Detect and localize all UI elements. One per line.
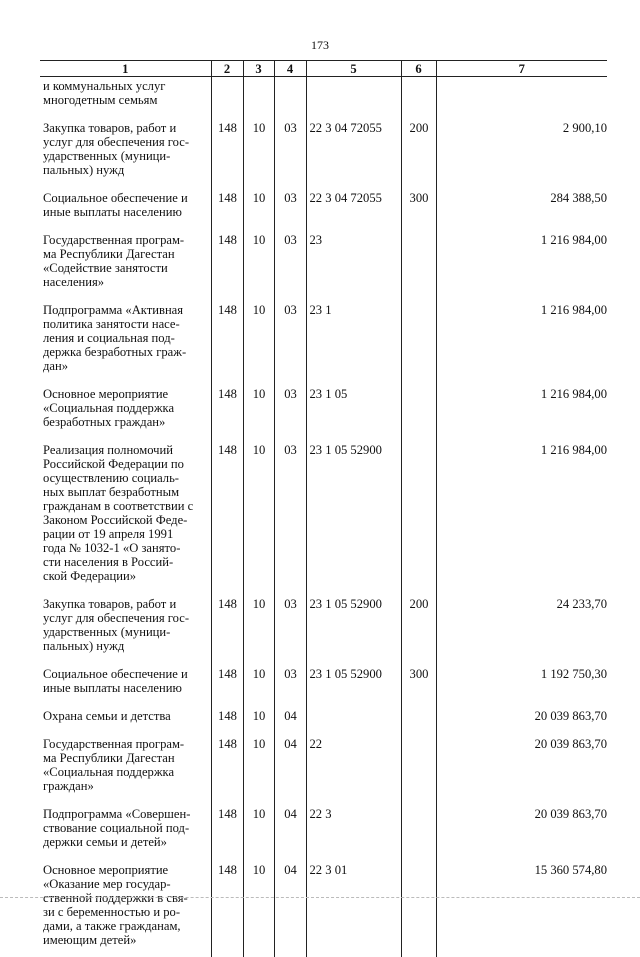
row-ministry-code: 148	[211, 733, 243, 803]
header-col-4: 4	[274, 61, 306, 77]
header-col-3: 3	[243, 61, 274, 77]
row-target-code: 23 1 05 52900	[306, 439, 401, 593]
row-ministry-code: 148	[211, 439, 243, 593]
table-row	[40, 383, 607, 439]
row-ministry-code: 148	[211, 663, 243, 705]
header-col-5: 5	[306, 61, 401, 77]
row-section: 10	[243, 187, 274, 229]
row-amount: 1 192 750,30	[436, 663, 607, 705]
row-expense-type	[401, 77, 436, 118]
row-target-code	[306, 77, 401, 118]
row-ministry-code: 148	[211, 187, 243, 229]
row-subsection: 03	[274, 383, 306, 439]
row-expense-type	[401, 383, 436, 439]
header-col-2: 2	[211, 61, 243, 77]
row-target-code: 22 3	[306, 803, 401, 859]
row-subsection: 03	[274, 117, 306, 187]
row-target-code: 22 3 04 72055	[306, 187, 401, 229]
header-col-1: 1	[40, 61, 211, 77]
row-name: Государственная програм- ма Республики Дагестан «Содействие занятости населения»	[43, 233, 185, 289]
scan-edge-line	[0, 897, 640, 898]
row-amount: 20 039 863,70	[436, 705, 607, 733]
row-subsection: 04	[274, 733, 306, 803]
row-name: Социальное обеспечение и иные выплаты населению	[43, 191, 188, 219]
row-target-code: 23 1 05 52900	[306, 663, 401, 705]
row-subsection: 04	[274, 859, 306, 957]
table-row	[40, 229, 607, 299]
row-section: 10	[243, 705, 274, 733]
row-amount: 1 216 984,00	[436, 229, 607, 299]
row-ministry-code: 148	[211, 383, 243, 439]
row-expense-type	[401, 733, 436, 803]
row-amount: 1 216 984,00	[436, 299, 607, 383]
row-expense-type	[401, 859, 436, 957]
row-expense-type	[401, 705, 436, 733]
row-section: 10	[243, 859, 274, 957]
row-name: Государственная програм- ма Республики Дагестан «Социальная поддержка граждан»	[43, 737, 185, 793]
page-number: 173	[311, 38, 329, 52]
header-col-6: 6	[401, 61, 436, 77]
row-section: 10	[243, 803, 274, 859]
table-row	[40, 439, 607, 593]
row-ministry-code: 148	[211, 229, 243, 299]
row-expense-type: 300	[401, 187, 436, 229]
table-row	[40, 859, 607, 957]
table-row	[40, 663, 607, 705]
row-name: и коммунальных услуг многодетным семьям	[43, 79, 166, 107]
row-amount: 2 900,10	[436, 117, 607, 187]
row-ministry-code: 148	[211, 593, 243, 663]
row-section: 10	[243, 439, 274, 593]
table-row	[40, 117, 607, 187]
row-subsection: 03	[274, 229, 306, 299]
row-subsection: 04	[274, 705, 306, 733]
table-row	[40, 187, 607, 229]
row-ministry-code: 148	[211, 859, 243, 957]
row-target-code: 23 1 05 52900	[306, 593, 401, 663]
row-target-code: 23 1 05	[306, 383, 401, 439]
row-ministry-code: 148	[211, 117, 243, 187]
row-subsection: 03	[274, 663, 306, 705]
row-target-code: 22 3 04 72055	[306, 117, 401, 187]
row-amount	[436, 77, 607, 118]
row-subsection: 03	[274, 593, 306, 663]
row-expense-type	[401, 439, 436, 593]
row-expense-type	[401, 803, 436, 859]
table-row	[40, 733, 607, 803]
row-amount: 1 216 984,00	[436, 383, 607, 439]
row-name: Подпрограмма «Совершен- ствование социальной под- держки семьи и детей»	[43, 807, 191, 849]
row-expense-type: 300	[401, 663, 436, 705]
row-target-code: 23	[306, 229, 401, 299]
row-section: 10	[243, 593, 274, 663]
row-name: Охрана семьи и детства	[43, 709, 171, 723]
row-section: 10	[243, 733, 274, 803]
row-expense-type	[401, 229, 436, 299]
row-ministry-code: 148	[211, 299, 243, 383]
row-subsection: 03	[274, 439, 306, 593]
row-amount: 15 360 574,80	[436, 859, 607, 957]
row-subsection: 04	[274, 803, 306, 859]
row-section: 10	[243, 383, 274, 439]
row-section: 10	[243, 663, 274, 705]
row-subsection: 03	[274, 299, 306, 383]
row-section	[243, 77, 274, 118]
table-row	[40, 803, 607, 859]
row-expense-type: 200	[401, 593, 436, 663]
row-name: Основное мероприятие «Социальная поддержка безработных граждан»	[43, 387, 175, 429]
row-section: 10	[243, 299, 274, 383]
table-row	[40, 593, 607, 663]
row-amount: 1 216 984,00	[436, 439, 607, 593]
row-amount: 20 039 863,70	[436, 733, 607, 803]
row-ministry-code: 148	[211, 803, 243, 859]
row-subsection: 03	[274, 187, 306, 229]
row-target-code: 22 3 01	[306, 859, 401, 957]
row-amount: 284 388,50	[436, 187, 607, 229]
row-name: Реализация полномочий Российской Федерации по осуществлению социаль- ных выплат безработным гражданам в соответствии с Законом Российской Феде- рации от 19 апреля 1991 года № 1032-1 «О занято- сти населения в Россий- ской Федерации»	[43, 443, 194, 583]
row-name: Закупка товаров, работ и услуг для обеспечения гос- ударственных (муници- пальных) нужд	[43, 597, 190, 653]
row-target-code	[306, 705, 401, 733]
table-row	[40, 705, 607, 733]
row-section: 10	[243, 117, 274, 187]
row-name: Подпрограмма «Активная политика занятости насе- ления и социальная под- держка безработных граж- дан»	[43, 303, 187, 373]
table-row	[40, 77, 607, 118]
header-row	[40, 61, 607, 77]
row-subsection	[274, 77, 306, 118]
row-ministry-code: 148	[211, 705, 243, 733]
row-target-code: 23 1	[306, 299, 401, 383]
row-name: Социальное обеспечение и иные выплаты населению	[43, 667, 188, 695]
row-section: 10	[243, 229, 274, 299]
row-amount: 20 039 863,70	[436, 803, 607, 859]
budget-table	[40, 60, 607, 957]
row-name: Основное мероприятие «Оказание мер государ- ственной поддержки в свя- зи с беременностью и ро- дами, а также гражданам, имеющим детей»	[43, 863, 188, 947]
header-col-7: 7	[436, 61, 607, 77]
row-target-code: 22	[306, 733, 401, 803]
row-amount: 24 233,70	[436, 593, 607, 663]
row-expense-type: 200	[401, 117, 436, 187]
table-row	[40, 299, 607, 383]
row-name: Закупка товаров, работ и услуг для обеспечения гос- ударственных (муници- пальных) нужд	[43, 121, 190, 177]
row-ministry-code	[211, 77, 243, 118]
row-expense-type	[401, 299, 436, 383]
